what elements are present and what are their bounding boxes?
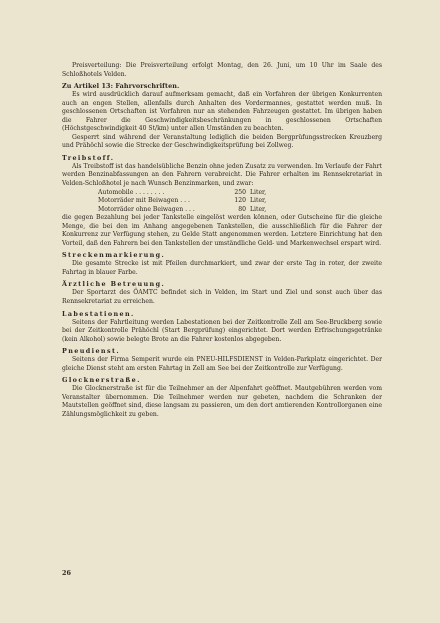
section-labestationen	[62, 310, 382, 345]
section-preisverteilung	[62, 62, 382, 79]
paragraph-labestationen: Seitens der Fahrtleitung werden Labestationen bei der Zeitkontrolle Zell am See-Bruckberg sowie bei der Zeitkontrolle Prähöchl (Start Bergprüfung) eingerichtet. Dort werden Erfrischungsgetränke (kein Alkohol) sowie belegte Brote an die Fahrer kostenlos abgegeben.	[62, 318, 382, 343]
page-number: 26	[62, 569, 71, 577]
paragraph-preisverteilung: Preisverteilung: Die Preisverteilung erfolgt Montag, den 26. Juni, um 10 Uhr im Saale des Schloßhotels Velden.	[62, 62, 382, 78]
list-item	[98, 206, 382, 215]
heading-glocknerstrasse: Glocknerstraße.	[62, 376, 141, 385]
section-aerztliche-betreuung	[62, 280, 382, 306]
heading-streckenmarkierung: Streckenmarkierung.	[62, 251, 166, 260]
fuel-item-unit: Liter,	[250, 197, 267, 205]
fuel-item-label: Automobile . . . . . . . .	[98, 188, 165, 196]
list-item	[98, 189, 382, 198]
heading-fahrvorschriften: Zu Artikel 13: Fahrvorschriften.	[62, 82, 180, 91]
paragraph-pneudienst: Seitens der Firma Semperit wurde ein PNEU-HILFSDIENST in Velden-Parkplatz eingerichtet. Der gleiche Dienst steht am ersten Fahrtag in Zell am See bei der Zeitkontrolle zur Verfügung.	[62, 356, 382, 372]
fuel-item-unit: Liter,	[250, 188, 267, 196]
section-glocknerstrasse	[62, 376, 382, 419]
heading-treibstoff: Treibstoff.	[62, 153, 115, 162]
fuel-item-amount: 80	[238, 205, 246, 213]
paragraph-glocknerstrasse: Die Glocknerstraße ist für die Teilnehmer an der Alpenfahrt geöffnet. Mautgebühren werden vom Veranstalter übernommen. Die Teilnehmer werden nur gebeten, nachdem die Schranken der Mautstellen geöffnet sind, diese langsam zu passieren, um den dort amtierenden Kontrollorganen eine Zählungsmöglichkeit zu geben.	[62, 385, 382, 418]
fuel-item-amount: 120	[234, 197, 246, 205]
fuel-item-amount: 250	[234, 188, 246, 196]
paragraph-treibstoff-2: die gegen Bezahlung bei jeder Tankstelle eingelöst werden können, oder Gutscheine für die gleiche Menge, die bei den im Anhang angegebenen Tankstellen, die ausschließlich für die Fahrer der Konkurrenz zur Verfügung stehen, zu Gelde Statt angenommen werden. Letztere Einrichtung hat den Vorteil, daß den Fahrern bei den Tankstellen der umständliche Geld- und Markenwechsel erspart wird.	[62, 214, 382, 247]
heading-aerztliche-betreuung: Ärztliche Betreuung.	[62, 280, 166, 289]
fuel-item-label: Motorräder mit Beiwagen . . .	[98, 197, 190, 205]
section-fahrvorschriften	[62, 82, 382, 151]
paragraph-aerztliche-betreuung: Der Sportarzt des ÖAMTC befindet sich in Velden, im Start und Ziel und sonst auch über das Rennsekretariat zu erreichen.	[62, 289, 382, 306]
fuel-item-label: Motorräder ohne Beiwagen . . .	[98, 205, 195, 213]
heading-labestationen: Labestationen.	[62, 309, 135, 318]
section-pneudienst	[62, 347, 382, 373]
fuel-item-unit: Liter,	[250, 205, 267, 213]
paragraph-fahrvorschriften-2: Gesperrt sind während der Veranstaltung lediglich die beiden Bergprüfungsstrecken Kreuzberg und Prähöchl sowie die Strecke der Geschwindigkeitsprüfung bei Zollweg.	[62, 133, 382, 150]
list-item	[98, 197, 382, 206]
section-treibstoff	[62, 154, 382, 248]
section-streckenmarkierung	[62, 251, 382, 277]
paragraph-treibstoff-1: Als Treibstoff ist das handelsübliche Benzin ohne jeden Zusatz zu verwenden. Im Verlaufe der Fahrt werden Benzinabfassungen an den Fahrern verabreicht. Die Fahrer erhalten im Rennsekretariat in Velden-Schloßhotel je nach Wunsch Benzinmarken, und zwar:	[62, 162, 382, 188]
heading-pneudienst: Pneudienst.	[62, 347, 120, 356]
paragraph-streckenmarkierung: Die gesamte Strecke ist mit Pfeilen durchmarkiert, und zwar der erste Tag in roter, der zweite Fahrtag in blauer Farbe.	[62, 260, 382, 276]
fuel-list	[98, 189, 382, 215]
paragraph-fahrvorschriften-1: Es wird ausdrücklich darauf aufmerksam gemacht, daß ein Vorfahren der übrigen Konkurrenten auch an engen Stellen, allenfalls durch Anhalten des Vordermannes, gestattet werden muß. In geschlossenen Ortschaften ist Vorfahren nur an stehenden Fahrzeugen gestattet. Im übrigen haben die Fahrer die Geschwindigkeitsbeschränkungen in geschlossenen Ortschaften (Höchstgeschwindigkeit 40 St/km) unter allen Umständen zu beachten.	[62, 91, 382, 133]
